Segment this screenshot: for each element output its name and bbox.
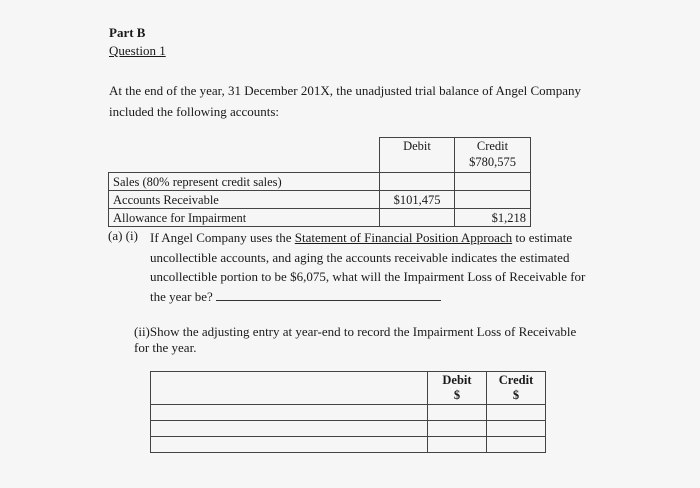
account-name: Accounts Receivable [109,191,380,209]
journal-account-cell[interactable] [151,405,428,421]
journal-debit-cell[interactable] [428,437,487,453]
question-heading: Question 1 [109,43,166,58]
journal-debit-cell[interactable] [428,421,487,437]
trial-balance-header-row [109,138,531,173]
debit-cell [380,209,455,227]
credit-cell: $1,218 [455,209,531,227]
question-a-underlined: Statement of Financial Position Approach [294,230,513,245]
table-row [109,173,531,191]
journal-credit-header [487,372,546,405]
account-name: Sales (80% represent credit sales) [109,173,380,191]
account-name: Allowance for Impairment [109,209,380,227]
journal-debit-unit: $ [453,388,461,402]
question-a-text [150,228,590,306]
journal-header-row [151,372,546,405]
trial-balance-table [108,137,531,227]
question-a-text-after: to estimate uncollectible accounts, and aging the accounts receivable indicates the estimated uncollectible portion to be $6,075, what will the Impairment Loss of Receivable for the year be? [150,230,586,304]
journal-credit-label: Credit [498,373,534,387]
table-row [109,209,531,227]
table-row [109,191,531,209]
intro-paragraph: At the end of the year, 31 December 201X, the unadjusted trial balance of Angel Company included the following accounts: [109,83,582,119]
journal-credit-cell[interactable] [487,437,546,453]
question-a-ii-text: (ii)Show the adjusting entry at year-end to record the Impairment Loss of Receivable for the year. [134,324,577,355]
credit-header-label: Credit [476,139,509,153]
answer-blank-line[interactable] [216,288,441,301]
question-a-text-before: If Angel Company uses the [150,230,295,245]
journal-account-cell[interactable] [151,421,428,437]
credit-cell [455,173,531,191]
debit-cell: $101,475 [380,191,455,209]
journal-debit-label: Debit [442,373,472,387]
journal-debit-cell[interactable] [428,405,487,421]
debit-cell [380,173,455,191]
sales-credit-value: $780,575 [469,155,516,169]
journal-credit-cell[interactable] [487,405,546,421]
journal-account-cell[interactable] [151,437,428,453]
journal-entry-table [150,371,546,453]
table-row [151,405,546,421]
credit-cell [455,191,531,209]
account-column-header [151,372,428,405]
journal-credit-cell[interactable] [487,421,546,437]
table-row [151,437,546,453]
credit-header [455,138,531,173]
journal-credit-unit: $ [512,388,520,402]
part-heading: Part B [109,25,146,40]
table-row [151,421,546,437]
header-spacer [109,138,380,173]
question-a-label: (a) (i) [108,228,138,243]
journal-debit-header [428,372,487,405]
debit-header: Debit [380,138,455,173]
